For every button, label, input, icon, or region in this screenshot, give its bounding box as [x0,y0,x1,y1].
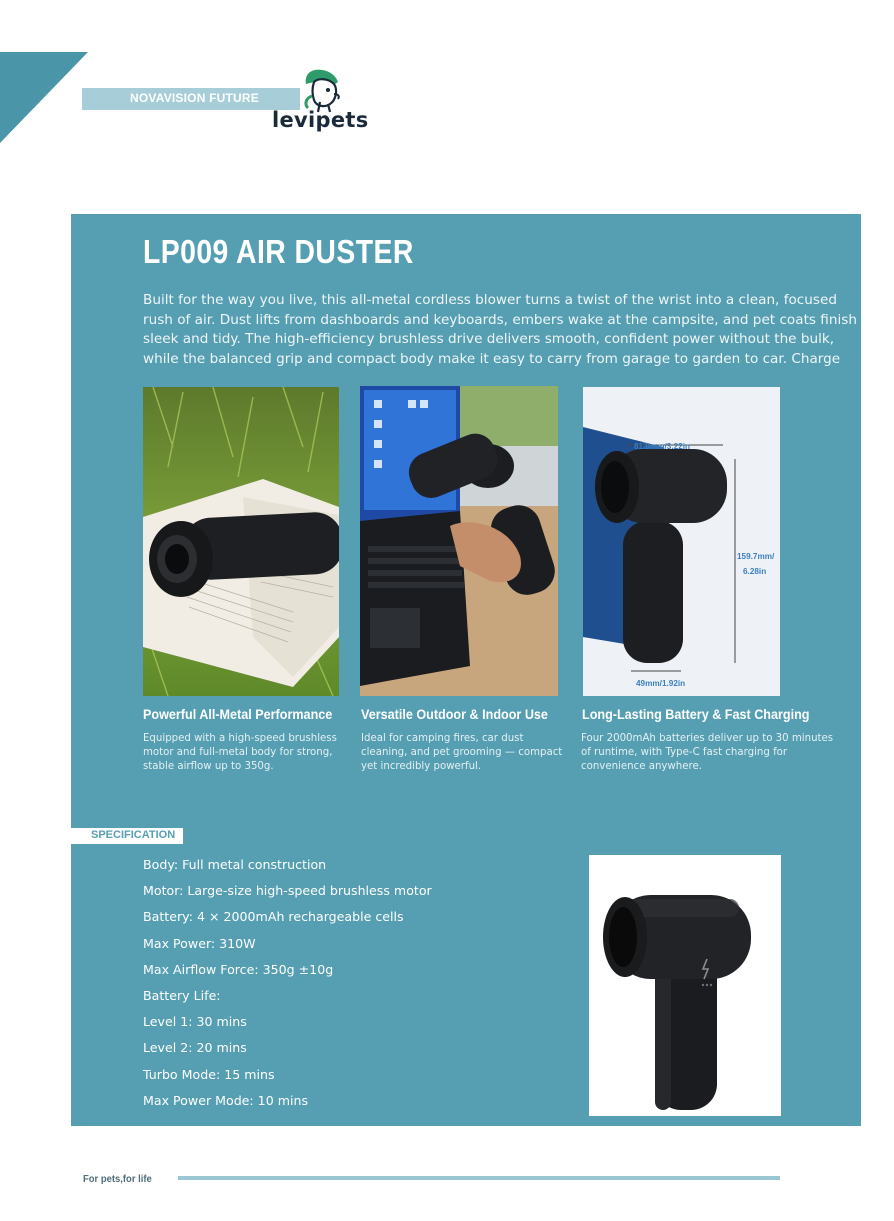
footer-divider [178,1176,780,1180]
photo-indoor-laptop [360,386,558,696]
feature-desc-performance: Equipped with a high-speed brushless motor and full-metal body for strong, stable airflow up to 350g. [143,733,337,772]
spec-item: Max Power Mode: 10 mins [143,1092,309,1108]
brand-tagline-bar [82,88,300,110]
feature-title-performance: Powerful All-Metal Performance [143,706,333,722]
spec-item: Body: Full metal construction [143,857,327,872]
spec-item: Max Power: 310W [143,935,256,951]
dog-logo-icon [298,66,368,114]
specification-label-text: SPECIFICATION [91,829,176,841]
feature-title-versatile: Versatile Outdoor & Indoor Use [361,706,548,722]
spec-item: Level 1: 30 mins [143,1014,247,1030]
product-image [589,855,781,1116]
feature-desc-versatile: Ideal for camping fires, car dust cleaning, and pet grooming — compact yet incredibly powerful. [361,733,563,772]
dim-height-mm: 159.7mm/ [737,552,775,561]
brand-tagline: NOVAVISION FUTURE [130,91,259,105]
product-intro: Built for the way you live, this all-metal cordless blower turns a twist of the wrist into a clean, focused rush of air. Dust lifts from dashboards and keyboards, embers wake at the campsite, and pet coats finish sleek and tidy. The high-efficiency brushless drive delivers smooth, confident power without the bulk, while the balanced grip and compact body make it easy to carry from garage to garden to car. Charge [143,292,857,367]
dim-width: 81.9mm/3.22in [634,442,690,451]
spec-item: Motor: Large-size high-speed brushless motor [143,883,432,899]
specification-list [143,856,432,1118]
spec-item: Level 2: 20 mins [143,1040,247,1056]
feature-desc-battery: Four 2000mAh batteries deliver up to 30 minutes of runtime, with Type-C fast charging for convenience anywhere. [581,733,834,772]
spec-item: Battery Life: [143,987,221,1003]
product-title: LP009 AIR DUSTER [143,233,414,270]
spec-item: Max Airflow Force: 350g ±10g [143,961,334,977]
footer-slogan: For pets,for life [83,1173,152,1185]
levipets-logo [270,66,380,142]
feature-title-battery: Long-Lasting Battery & Fast Charging [582,706,810,722]
specification-label [71,828,183,844]
spec-item: Turbo Mode: 15 mins [143,1066,275,1082]
photo-outdoor-grass [143,387,339,696]
spec-item: Battery: 4 × 2000mAh rechargeable cells [143,909,404,925]
corner-decoration [0,0,92,145]
dim-base: 49mm/1.92in [636,679,686,688]
dim-height-in: 6.28in [743,567,767,576]
photo-dimensions [583,387,780,696]
logo-wordmark: levipets [272,108,369,132]
